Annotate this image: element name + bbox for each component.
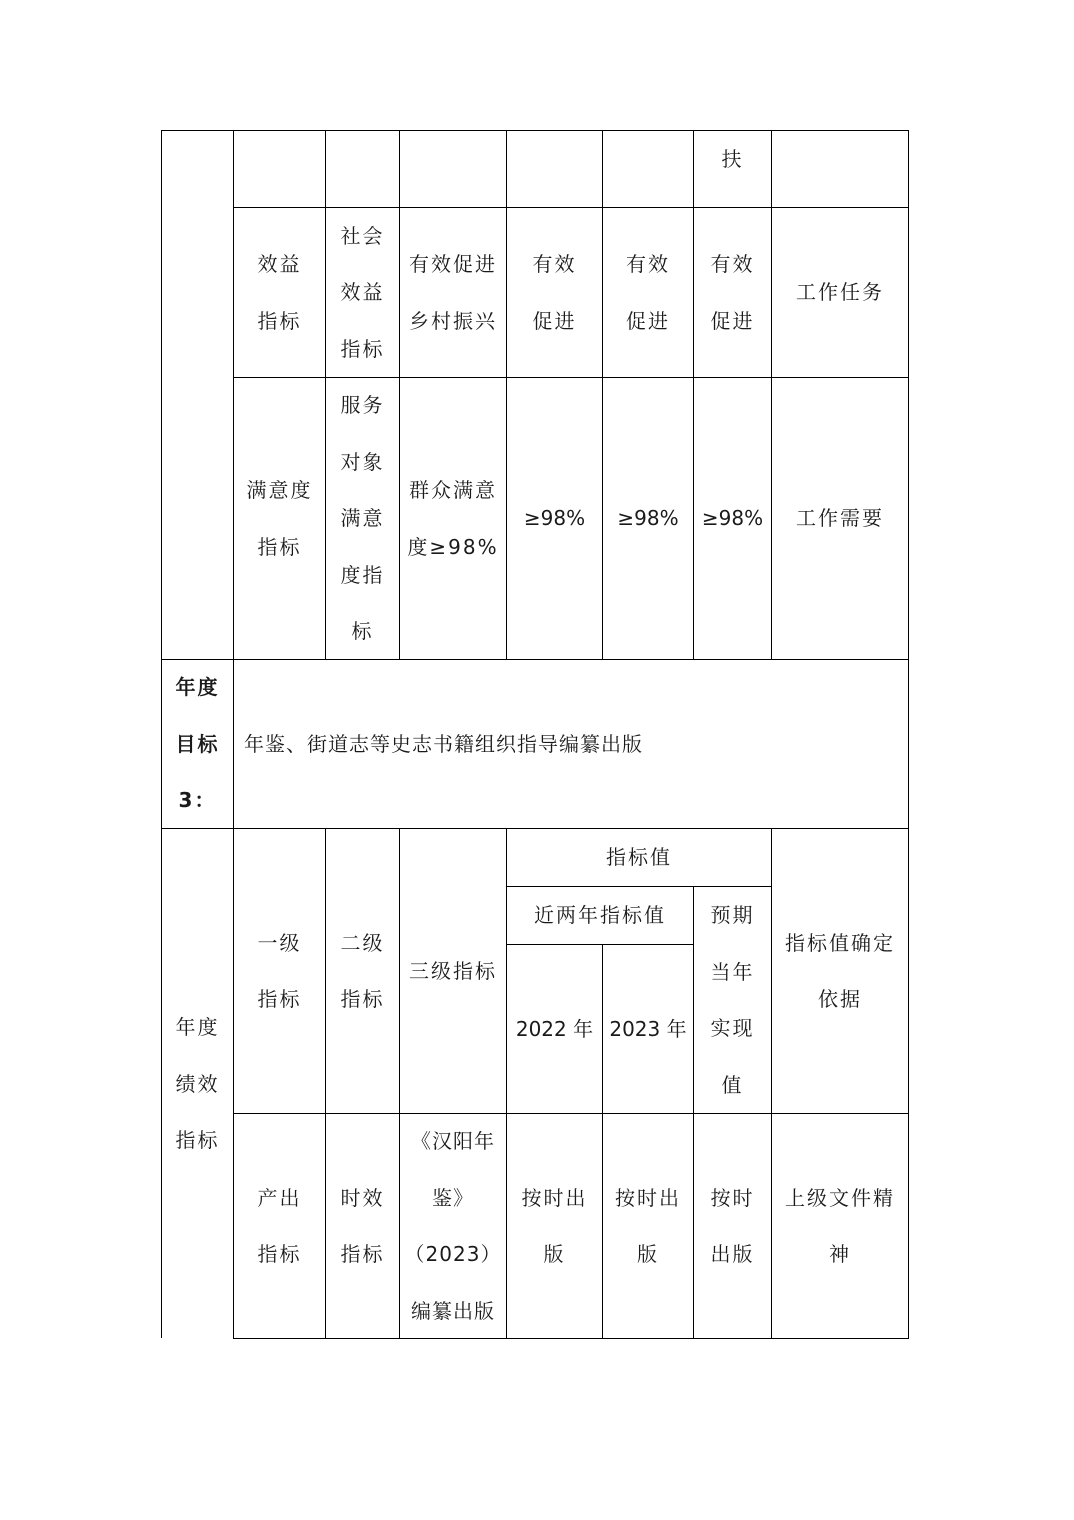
cell-level2-satisfaction: 服务 对象 满意 度指 标	[340, 393, 385, 644]
cell-level2-output: 时效 指标	[340, 1185, 385, 1266]
header-index-value: 指标值	[606, 845, 672, 870]
cell-2023-output: 按时出 版	[615, 1185, 681, 1266]
header-expected: 预期 当年 实现 值	[710, 903, 755, 1097]
cell-level1-benefit: 效益 指标	[257, 252, 302, 333]
cell-basis-benefit: 工作任务	[796, 280, 884, 305]
cell-2023-benefit: 有效 促进	[626, 252, 670, 333]
cell-2023-satisfaction: ≥98%	[617, 506, 679, 531]
header-level1: 一级 指标	[257, 930, 302, 1011]
cell-level3-benefit: 有效促进 乡村振兴	[409, 252, 497, 333]
cell-level2-benefit: 社会 效益 指标	[340, 223, 385, 361]
header-level3: 三级指标	[409, 958, 497, 983]
annual-goal-3-label: 年度 目标 3：	[175, 675, 220, 813]
cell-level1-output: 产出 指标	[257, 1185, 302, 1266]
cell-level3-satisfaction: 群众满意 度≥98%	[407, 478, 499, 559]
annual-goal-3-text: 年鉴、街道志等史志书籍组织指导编纂出版	[244, 731, 643, 756]
header-level2: 二级 指标	[340, 930, 385, 1011]
cell-2022-satisfaction: ≥98%	[523, 506, 586, 531]
annual-performance-label: 年度 绩效 指标	[175, 1015, 220, 1153]
cell-prev-value-fragment: 扶	[721, 146, 744, 171]
cell-basis-satisfaction: 工作需要	[796, 506, 884, 531]
cell-expected-satisfaction: ≥98%	[701, 506, 764, 531]
cell-2022-output: 按时出 版	[521, 1185, 588, 1266]
header-year-2023: 2023 年	[609, 1016, 687, 1041]
cell-level3-output: 《汉阳年 鉴》 （2023） 编纂出版	[404, 1129, 502, 1323]
header-basis: 指标值确定 依据	[785, 930, 895, 1011]
header-year-2022: 2022 年	[515, 1016, 594, 1041]
table-top-border	[161, 130, 909, 131]
table-right-border	[908, 130, 909, 1339]
cell-expected-benefit: 有效 促进	[710, 252, 755, 333]
table-bottom-border	[233, 1338, 909, 1339]
cell-2022-benefit: 有效 促进	[532, 252, 577, 333]
cell-level1-satisfaction: 满意度 指标	[246, 478, 313, 559]
cell-expected-output: 按时 出版	[710, 1185, 755, 1266]
cell-basis-output: 上级文件精 神	[785, 1185, 895, 1266]
header-recent-two-years: 近两年指标值	[534, 903, 666, 928]
